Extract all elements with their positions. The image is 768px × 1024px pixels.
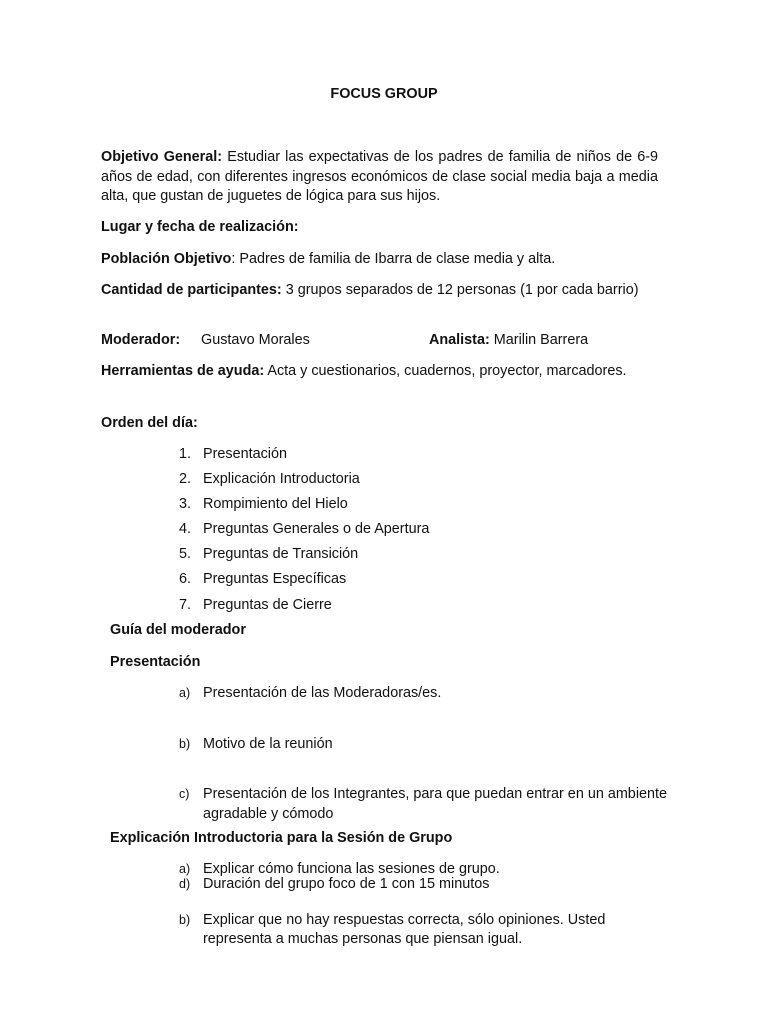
list-item: 4. Preguntas Generales o de Apertura (179, 521, 430, 538)
explicacion-heading: Explicación Introductoria para la Sesión de Grupo (110, 830, 453, 846)
orden-heading: Orden del día: (101, 415, 198, 431)
list-item: 6. Preguntas Específicas (179, 571, 347, 588)
objetivo-label: Objetivo General: (101, 149, 223, 165)
list-item: c) Presentación de los Integrantes, para que puedan entrar en un ambiente agradable y cómodo (179, 786, 668, 822)
herramientas-text: Acta y cuestionarios, cuadernos, proyector, marcadores. (264, 363, 627, 379)
presentacion-heading: Presentación (110, 654, 201, 670)
guia-heading: Guía del moderador (110, 622, 246, 638)
orden-list (179, 445, 649, 621)
list-item: 5. Preguntas de Transición (179, 546, 359, 563)
objetivo-paragraph (101, 148, 658, 207)
list-item: b) Explicar que no hay respuestas correcta, sólo opiniones. Usted representa a muchas personas que piensan igual. (179, 911, 606, 947)
poblacion-label: Población Objetivo (101, 251, 232, 267)
list-item: b) Motivo de la reunión (179, 735, 333, 752)
herramientas-paragraph (101, 362, 658, 382)
list-item: 3. Rompimiento del Hielo (179, 496, 348, 513)
list-item: 2. Explicación Introductoria (179, 471, 360, 488)
list-item: d) Duración del grupo foco de 1 con 15 minutos (179, 876, 490, 892)
cantidad-text: 3 grupos separados de 12 personas (1 por cada barrio) (281, 282, 639, 298)
analista-row (429, 331, 588, 351)
list-item: a) Explicar cómo funciona las sesiones de grupo. (179, 861, 500, 877)
herramientas-label: Herramientas de ayuda: (101, 363, 265, 379)
list-item: a) Presentación de las Moderadoras/es. (179, 685, 442, 701)
cantidad-paragraph (101, 281, 658, 301)
moderador-label: Moderador: (101, 332, 181, 348)
analista-value: Marilin Barrera (493, 332, 589, 348)
lugar-label: Lugar y fecha de realización: (101, 219, 299, 235)
moderador-value: Gustavo Morales (201, 332, 310, 348)
moderador-row (101, 331, 180, 351)
cantidad-label: Cantidad de participantes: (101, 282, 282, 298)
analista-label: Analista: (429, 332, 490, 348)
list-item: 1. Presentación (179, 446, 287, 462)
lugar-paragraph (101, 218, 658, 238)
poblacion-paragraph (101, 250, 658, 270)
objetivo-text: Estudiar las expectativas de los padres de familia de niños de 6-9 años de edad, con diferentes ingresos económicos de clase social media baja a media alta, que gustan de juguetes de lógica para sus hijos. (101, 149, 659, 204)
poblacion-text: : Padres de familia de Ibarra de clase media y alta. (231, 251, 556, 267)
document-title: FOCUS GROUP (330, 86, 438, 102)
list-item: 7. Preguntas de Cierre (179, 596, 332, 613)
